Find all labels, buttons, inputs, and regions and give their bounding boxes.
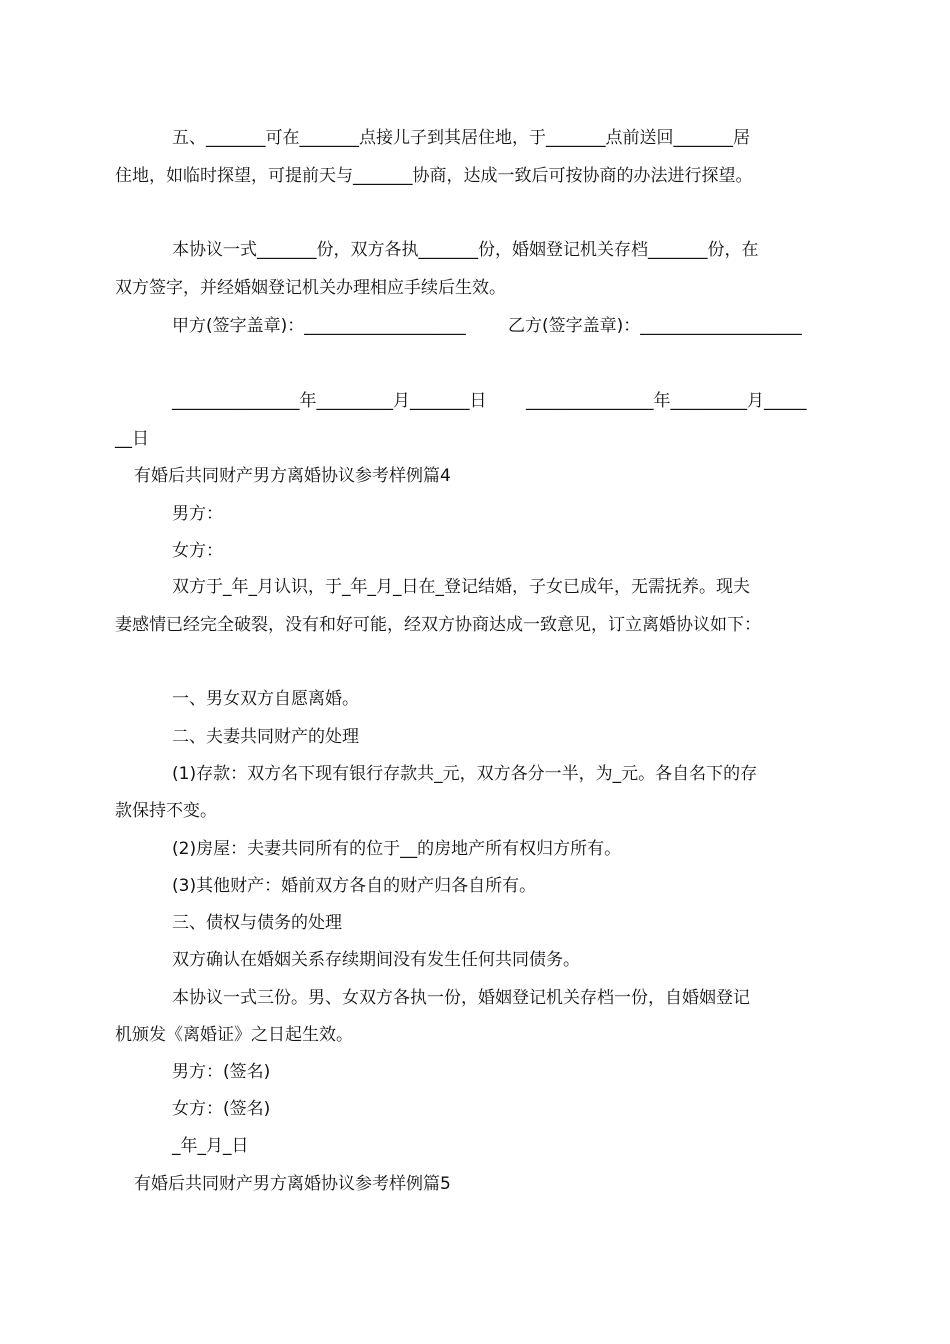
- woman-signature: 女方：(签名): [172, 1099, 271, 1119]
- closing-line-2: 机颁发《离婚证》之日起生效。: [115, 1025, 353, 1045]
- party-b-signature: 乙方(签字盖章)：___________________: [508, 316, 802, 336]
- party-a-signature: 甲方(签字盖章)：___________________: [172, 316, 466, 336]
- intro-line-1: 双方于_年_月认识，于_年_月_日在_登记结婚，子女已成年，无需抚养。现夫: [172, 577, 750, 597]
- clause-five-line-2: 住地，如临时探望，可提前天与_______协商，达成一致后可按协商的办法进行探望。: [115, 166, 753, 186]
- woman-party-label: 女方：: [172, 541, 223, 561]
- item-2-heading: 二、夫妻共同财产的处理: [172, 727, 359, 747]
- item-3-text: 双方确认在婚姻关系存续期间没有发生任何共同债务。: [172, 950, 580, 970]
- man-party-label: 男方：: [172, 504, 223, 524]
- closing-line-1: 本协议一式三份。男、女双方各执一份，婚姻登记机关存档一份，自婚姻登记: [172, 988, 750, 1008]
- item-2-3: (3)其他财产：婚前双方各自的财产归各自所有。: [172, 876, 537, 896]
- section-4-title: 有婚后共同财产男方离婚协议参考样例篇4: [134, 466, 451, 486]
- item-1: 一、男女双方自愿离婚。: [172, 689, 359, 709]
- section-5-title: 有婚后共同财产男方离婚协议参考样例篇5: [134, 1174, 451, 1194]
- man-signature: 男方：(签名): [172, 1062, 271, 1082]
- intro-line-2: 妻感情已经完全破裂，没有和好可能，经双方协商达成一致意见，订立离婚协议如下：: [115, 615, 761, 635]
- item-2-1-line-2: 款保持不变。: [115, 801, 217, 821]
- party-b-date: _______________年_________月_____: [526, 391, 807, 411]
- party-a-date: _______________年_________月_______日: [172, 391, 487, 411]
- copies-clause-line-2: 双方签字，并经婚姻登记机关办理相应手续后生效。: [115, 278, 506, 298]
- item-2-1-line-1: (1)存款：双方名下现有银行存款共_元，双方各分一半，为_元。各自名下的存: [172, 764, 758, 784]
- item-3-heading: 三、债权与债务的处理: [172, 913, 342, 933]
- closing-date: _年_月_日: [172, 1136, 249, 1156]
- item-2-2: (2)房屋：夫妻共同所有的位于__的房地产所有权归方所有。: [172, 839, 622, 859]
- date-line-tail: __日: [115, 429, 149, 449]
- copies-clause-line-1: 本协议一式_______份，双方各执_______份，婚姻登记机关存档_______份，在: [172, 240, 759, 260]
- clause-five-line-1: 五、_______可在_______点接儿子到其居住地，于_______点前送回_______居: [172, 128, 750, 148]
